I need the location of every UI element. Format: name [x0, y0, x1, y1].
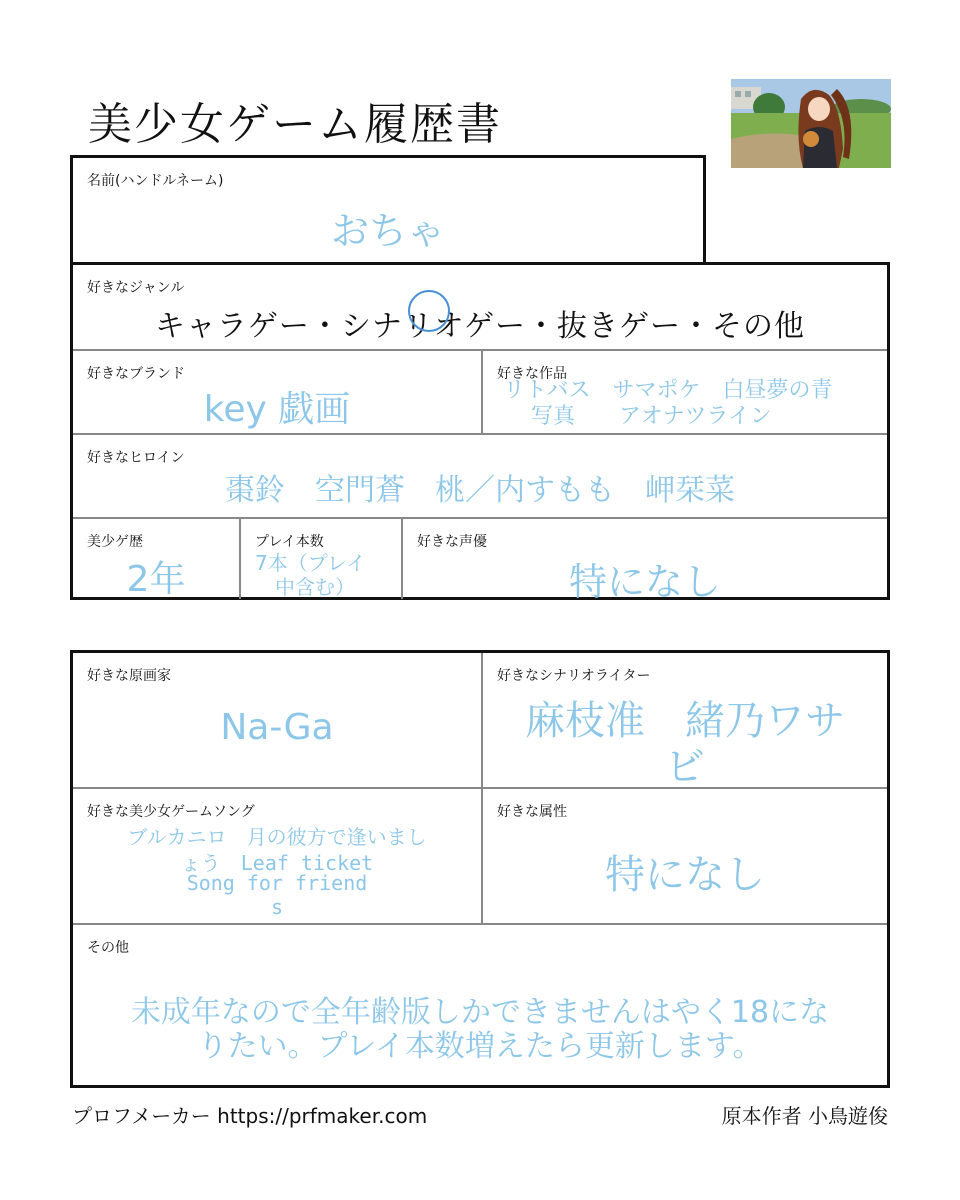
artist-value: Na-Ga [220, 707, 334, 748]
artist-label: 好きな原画家 [87, 668, 171, 684]
page-title: 美少女ゲーム履歴書 [88, 99, 502, 150]
heroine-label: 好きなヒロイン [87, 450, 185, 466]
history-value: 2年 [126, 559, 186, 600]
history-cell [73, 519, 239, 599]
works-label: 好きな作品 [497, 366, 567, 382]
heroine-cell [73, 435, 887, 517]
song-line-1: ブルカニロ 月の彼方で逢いまし [127, 825, 427, 849]
writer-label: 好きなシナリオライター [497, 668, 651, 684]
works-cell [483, 351, 887, 433]
name-value: おちゃ [330, 209, 445, 253]
song-label: 好きな美少女ゲームソング [87, 804, 255, 820]
works-line-1: リトバス サマポケ 白昼夢の青 [503, 378, 833, 403]
song-cell [73, 789, 481, 923]
other-label: その他 [87, 940, 129, 956]
attribute-value: 特になし [605, 852, 765, 898]
character-photo [731, 79, 891, 168]
other-line-2: りたい。プレイ本数増えたら更新します。 [197, 1029, 763, 1064]
playcount-line-1: 7本（プレイ [255, 551, 366, 575]
artist-cell [73, 653, 481, 787]
song-line-4: s [270, 895, 284, 919]
brand-value: key 戯画 [203, 389, 351, 430]
profile-lower-section [70, 650, 890, 1088]
voice-cell [403, 519, 887, 604]
works-line-2: 写真 アオナツライン [531, 404, 772, 429]
song-line-3: Song for friend [186, 871, 368, 895]
other-line-1: 未成年なので全年齢版しかできませんはやく18にな [130, 995, 830, 1030]
writer-line-2: ビ [665, 744, 705, 790]
genre-options: キャラゲー・シナリオゲー・抜きゲー・その他 [154, 309, 806, 344]
voice-value: 特になし [568, 560, 721, 604]
footer-site-credit: プロフメーカー https://prfmaker.com [72, 1104, 428, 1128]
footer-author-credit: 原本作者 小鳥遊俊 [721, 1104, 888, 1128]
song-line-2: ょう Leaf ticket [180, 851, 374, 875]
playcount-label: プレイ本数 [255, 534, 324, 550]
playcount-line-2: 中含む） [275, 575, 355, 599]
brand-cell [73, 351, 481, 433]
writer-cell [483, 653, 887, 790]
other-cell [73, 925, 887, 1085]
genre-selection-circle [408, 290, 450, 332]
heroine-value: 棗鈴 空門蒼 桃／内すもも 岬栞菜 [225, 473, 735, 508]
genre-cell [73, 265, 887, 349]
name-section [70, 155, 706, 265]
attribute-cell [483, 789, 887, 923]
genre-label: 好きなジャンル [87, 280, 185, 296]
voice-label: 好きな声優 [417, 534, 487, 550]
writer-line-1: 麻枝准 緒乃ワサ [525, 698, 845, 744]
playcount-cell [241, 519, 401, 599]
history-label: 美少ゲ歴 [87, 534, 143, 550]
name-label: 名前(ハンドルネーム) [87, 173, 224, 189]
brand-label: 好きなブランド [87, 366, 185, 382]
attribute-label: 好きな属性 [497, 804, 567, 820]
profile-upper-section [70, 262, 890, 604]
